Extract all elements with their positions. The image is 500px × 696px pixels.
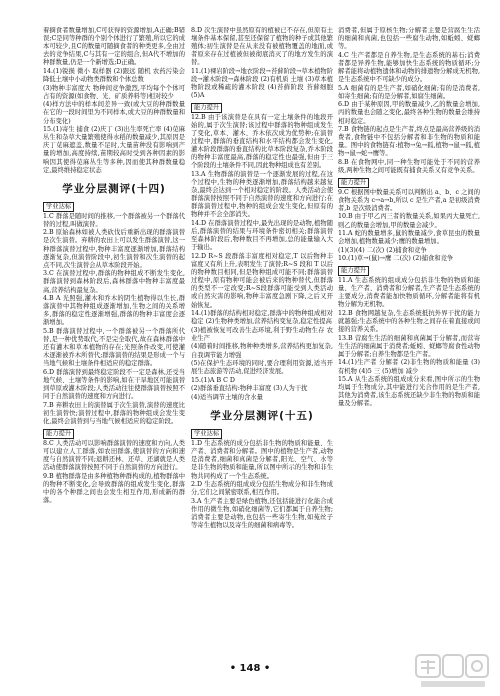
answer-paragraph: (3)物种丰富度大 物种间竞争激烈,平均每个个体可占有的资源(如食物、光、矿质养料等)相对较少 [43, 84, 185, 100]
answer-paragraph: 10.B 由于甲乙丙三者的数量关系,如果丙大量死亡,则乙的数量会增加,甲的数量会减少。 [338, 213, 480, 229]
answer-paragraph: 1.D 生态系统的成分包括非生物的物质和能量、生产者、消费者和分解者。图中的植物是生产者,动物是消费者,细菌和真菌是分解者,阳光、空气、水等是非生物的物质和能量,所以图中所示的生物和非生物共同构成了一个生态系统。 [191, 440, 333, 480]
answer-paragraph: (2)群落垂直结构:物种丰富度 (3)人为干扰 [191, 385, 308, 393]
answer-paragraph: 12.B 食物网越复杂,生态系统抵抗外界干扰的能力就越强;生态系统中的各种生物之间存在着直接或间接的营养关系。 [338, 309, 480, 334]
answer-paragraph: 1.C 群落是随时间的推移,一个群落被另一个群落代替的过程,叫做演替。 [43, 212, 185, 228]
answer-paragraph: (4)随着时间推移,物种种类增多,营养结构更加复杂,自我调节能力增强 [191, 343, 333, 359]
answer-paragraph: 12.D R~S 段群落丰富度相对稳定,T 以后物种丰富度又有所上升,表明发生了演替;R~S 段和 T 以后的物种数目相同,但是物种组成可能不同;群落演替过程中,原有物种可能会被后来的物种替代,但群落的类型不一定改变;R~S段群落可能受到人类活动或自然灾害的影响,物种丰富度急剧下降,之后又开始恢复。 [191, 252, 333, 309]
answer-paragraph: 6.D 群落演替到最终稳定阶段不一定是森林,还受当地气候、土壤等条件的影响,如在干旱地区可能演替到草原或灌木阶段;人类活动往往使群落演替按照不同于自然演替的速度和方向进行。 [43, 368, 185, 401]
answer-paragraph: 4.B A 光照强,灌木和乔木的阴生植物得以生长,群落演替中其物种组成逐渐增加,生物之间的关系增多,群落的稳定性逐渐增强,群落的物种丰富度会逐渐增加。 [43, 295, 185, 327]
answer-paragraph: 8.B 在食物网中,同一种生物可能处于不同的营养级,两种生物之间可能既有捕食关系又有竞争关系。 [338, 159, 480, 175]
answer-paragraph: (5)在保护生态环境的同时,要合理利用资源,适当开展生态旅游等活动,促进经济发展。 [191, 360, 333, 376]
answer-paragraph: 11.A 生态系统的组成成分包括非生物的物质和能量、生产者、消费者和分解者,生产者是生态系统的主要成分,消费者能加快物质循环,分解者能将有机物分解为无机物。 [338, 277, 480, 309]
section-tag: 能力提升 [338, 266, 369, 276]
section-tag: 能力提升 [191, 103, 222, 113]
answer-paragraph: 着摘食者数量增加,C可获得的资源增加,A正确;B错误;C是同等种群的个别个体进行了繁殖,所以它的成本可较少,且C的数量可随摘食者的种类更多,全由过去的竞争结果,C与其有一定的组合,但A代不增加的种群数量,仍是一个新增选;D正确。 [43, 27, 185, 67]
section-title: 学业分层测评(十五) [210, 410, 314, 423]
answer-paragraph: 3.C 在演替过程中,群落的物种组成不断发生变化,群落演替到森林阶段后,森林群落中物种丰富度最高,营养结构最复杂。 [43, 270, 185, 294]
answer-paragraph: 15.(1)寄生 捕食 (2)庆丁 (3)出生率死亡率 (4)苋麻丛生和杂草大量繁殖使得水稻的数量减少,其原因是庆丁苋麻遮盖,数量不足时,大量苗种没有影响到产量的增加,高度持续,苗期较高时受到各种因素的影响因其使得苋麻丛生等多种,因而使其种群数量稳定,最终维持稳定状态 [43, 126, 185, 174]
section-tag: 学业达标 [43, 202, 74, 212]
text-column-middle [191, 27, 333, 659]
section-tag: 学业达标 [191, 429, 222, 439]
answer-paragraph: (4)样方法中的样本间差异一致(或大豆的种群数量在它的一段时间里为不同样本,或大豆的种群数量和分布变化) [43, 101, 185, 125]
answer-paragraph: 2.B 原始森林如被人类砍伐后重新出现的群落演替是次生演替。弃耕的农田上可以发生群落演替,这一种群落演替过程中,物种丰富度逐渐增加,群落结构逐渐复杂,但演替阶段中,初生演替和次生演替的起点不同,次生演替会从草本阶段开始。 [43, 229, 185, 269]
answer-paragraph: (3)植被恢复可改善生态环境,利于野生动物生存 农业生产 [191, 326, 333, 342]
answer-paragraph: 14.(1)群落的结构相对稳定,群落中的物种组成相对稳定 (2)生物种类增加,营养结构变复杂,稳定性提高 [191, 310, 333, 326]
answer-paragraph: 14.D 在群落演替过程中,最先出现的是动物,植物随后,群落演替的结果与环境条件密切相关;群落演替至森林阶段后,物种数目不再增加,总的能量输入大于输出。 [191, 220, 333, 252]
answer-paragraph: 9.C 根据图中数量关系可以判断出 a、b、c 之间的食物关系为 c→a→b,所以 c 是生产者,a 是初级消费者,b 是次级消费者。 [338, 188, 480, 212]
answer-paragraph: 消费者,但属于原核生物;分解者主要是营腐生生活的细菌和真菌,也包括一些腐生动物,如蚯蚓、蜣螂等。 [338, 27, 480, 51]
section-tag: 能力提升 [338, 178, 369, 188]
answer-paragraph: 13.A 生物群落的演替是一个逐渐发展的过程,在这个过程中,生物的种类逐渐增加,群落结构越来越复杂,最终会达到一个相对稳定的阶段。人类活动会使群落演替按照不同于自然演替的速度和方向进行;在群落演替过程中,物种的组成会发生变化,但原有的物种并不会全部消失。 [191, 171, 333, 219]
answer-paragraph: 2.D 生态系统的组成成分包括生物成分和非生物成分,它们之间紧密联系,相互作用。 [191, 481, 333, 497]
answer-paragraph: 15.(1)A B C D [191, 376, 235, 384]
answer-paragraph: 4.C 生产者都是自养生物,是生态系统的基石;消费者都是异养生物,能够加快生态系统的物质循环;分解者能将动植物遗体和动物的排遗物分解成无机物,是生态系统中不可缺少的成分。 [338, 51, 480, 84]
section-tag: 能力提升 [43, 429, 74, 439]
answer-paragraph: 7.B 弃耕农田上的演替属于次生演替,演替的速度比初生演替快;演替过程中,群落的物种组成会发生变化,最终会演替到与当地气候相适应的稳定阶段。 [43, 401, 185, 426]
answer-paragraph: (1)(3)(4) 二(次) (2)捕食和竞争 [338, 246, 427, 254]
answer-paragraph: 8.C 人类活动可以影响群落演替的速度和方向,人类可以建立人工群落,如农田群落,使演替的方向和速度与自然演替不同;退耕还林、还草、还湖就是人类活动使群落演替按照不同于自然演替的方向进行。 [43, 439, 185, 471]
answer-paragraph: 5.B 群落演替过程中,一个群落被另一个群落所代替,是一种优势取代,不是完全取代,故在森林群落中还有灌木和草本植物的存在;光照条件改变,可使灌木逐渐被乔木所替代;群落演替的结果是形成一个与当地气候和土壤条件相适应的稳定群落。 [43, 328, 185, 368]
text-column-right [338, 27, 480, 659]
answer-paragraph: 5.A 细菌有的是生产者,如硝化细菌;有的是消费者,如寄生细菌;有的是分解者,如腐生细菌。 [338, 84, 480, 100]
answer-paragraph: 11.(1)裸岩阶段→地衣阶段→苔藓阶段→草本植物阶段→灌木阶段→森林阶段 (2)有机质 土壤 (3)草本植物阶段或稀疏的灌木阶段 (4)苔藓阶段 苔藓细胞 (5)A [191, 67, 333, 100]
answer-paragraph: 6.D 由于某种原因,甲的数量减少,乙的数量会增加,丙的数量也会随之变化,最终各种生物的数量会维持相对稳定。 [338, 101, 480, 125]
answer-paragraph: 14.(1)锐损 微小 取样器 (2)跟远 随机 农药污染会降低土壤中小动物类群数和个体总数 [43, 67, 185, 84]
answer-paragraph: 12.B 由于该演替是在具有一定土壤条件的地段开始的,属于次生演替;该过程中群落的物种组成发生了变化,草本、灌木、乔木依次成为优势种;在演替过程中,群落的垂直结构和水平结构都会发生变化,灌木阶段群落的垂直结构比草本阶段复杂,乔木阶段的物种丰富度最高,群落的稳定性也最强,但由于三个阶段的土壤条件不同,因此物种组成也有差别。 [191, 113, 333, 170]
watermark-logo-icon [415, 652, 490, 690]
text-column-left [43, 27, 185, 659]
answer-paragraph: 7.B 食物链的起点是生产者,终点是最高营养级的消费者,食物链中不包括分解者和非生物的物质和能量。图中的食物链有:植物→兔→狐,植物→鼠→狐,植物→鼠→蛇→鹰等。 [338, 126, 480, 158]
answer-paragraph: 11.A 蛇的数量增多,鼠的数量减少,食草昆虫的数量会增加,植物数量减少;鹰的数量增加。 [338, 230, 480, 246]
page-number: • 148 • [229, 663, 271, 674]
answer-paragraph: (4)适当调节土壤的含水量 [191, 394, 263, 402]
answer-paragraph: 3.A 生产者主要是绿色植物,还包括能进行化能合成作用的微生物,如硝化细菌等,它们都属于自养生物;消费者主要是动物,也包括一些寄生生物,如菟丝子等寄生植物以及寄生的细菌和病毒等。 [191, 497, 333, 530]
answer-paragraph: 9.B 植物群落是由多种植物种群构成的,植物群落中的物种不断变化,会导致群落的组成发生变化,群落中的各个种群之间也会发生相互作用,形成新的群落。 [43, 472, 185, 504]
answer-paragraph: 15.A 从生态系统的组成成分来看,图中所示的生物均属于生物成分,其中能进行光合作用的是生产者,其他为消费者,该生态系统还缺少非生物的物质和能量及分解者。 [338, 376, 480, 408]
answer-paragraph: 14.(1)生产者 分解者 (2)非生物的物质和能量 (3)有机物 (4)5 三 (5)增加 减少 [338, 359, 480, 375]
section-title: 学业分层测评(十四) [62, 182, 166, 195]
answer-paragraph: 10.(1)草→(鼠)→鹰 二(次) (2)捕食和竞争 [338, 255, 454, 263]
answer-paragraph: 8.D 次生演替中虽然原有的植被已不存在,但原有土壤条件基本保留,甚至还保留了植物的种子或其他繁殖体;初生演替是在从来没有被植物覆盖的地面,或者原来存在过植被但被彻底消灭了的地方发生的演替。 [191, 27, 333, 67]
answer-paragraph: 13.B 营腐生生活的细菌和真菌属于分解者,而营寄生生活的细菌属于消费者;蚯蚓、蜣螂等腐食性动物属于分解者;自养生物都是生产者。 [338, 334, 480, 358]
